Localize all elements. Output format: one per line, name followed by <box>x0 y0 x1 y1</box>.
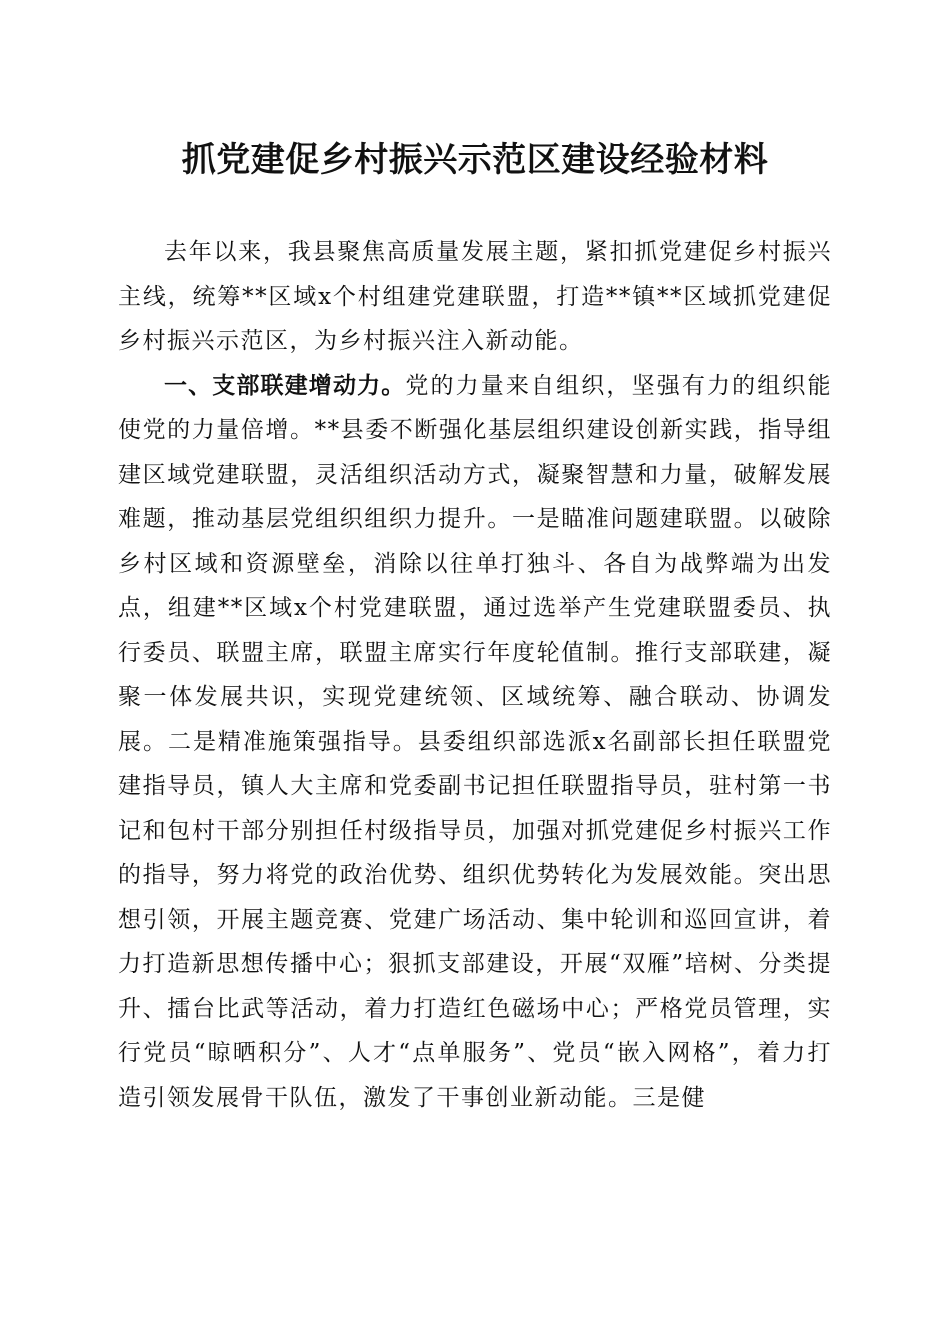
section-1-text: 党的力量来自组织，坚强有力的组织能使党的力量倍增。**县委不断强化基层组织建设创新实践，指导组建区域党建联盟，灵活组织活动方式，凝聚智慧和力量，破解发展难题，推动基层党组织组织力提升。一是瞄准问题建联盟。以破除乡村区域和资源壁垒，消除以往单打独斗、各自为战弊端为出发点，组建**区域x个村党建联盟，通过选举产生党建联盟委员、执行委员、联盟主席，联盟主席实行年度轮值制。推行支部联建，凝聚一体发展共识，实现党建统领、区域统筹、融合联动、协调发展。二是精准施策强指导。县委组织部选派x名副部长担任联盟党建指导员，镇人大主席和党委副书记担任联盟指导员，驻村第一书记和包村干部分别担任村级指导员，加强对抓党建促乡村振兴工作的指导，努力将党的政治优势、组织优势转化为发展效能。突出思想引领，开展主题竞赛、党建广场活动、集中轮训和巡回宣讲，着力打造新思想传播中心；狠抓支部建设，开展“双雁”培树、分类提升、擂台比武等活动，着力打造红色磁场中心；严格党员管理，实行党员“晾晒积分”、人才“点单服务”、党员“嵌入网格”，着力打造引领发展骨干队伍，激发了干事创业新动能。三是健 <box>118 372 833 1111</box>
section-1-paragraph <box>118 364 832 1121</box>
intro-paragraph: 去年以来，我县聚焦高质量发展主题，紧扣抓党建促乡村振兴主线，统筹**区域x个村组建党建联盟，打造**镇**区域抓党建促乡村振兴示范区，为乡村振兴注入新动能。 <box>118 239 832 354</box>
document-body <box>118 230 832 1120</box>
page-title: 抓党建促乡村振兴示范区建设经验材料 <box>181 140 769 180</box>
section-1-heading: 一、支部联建增动力。 <box>164 372 406 399</box>
